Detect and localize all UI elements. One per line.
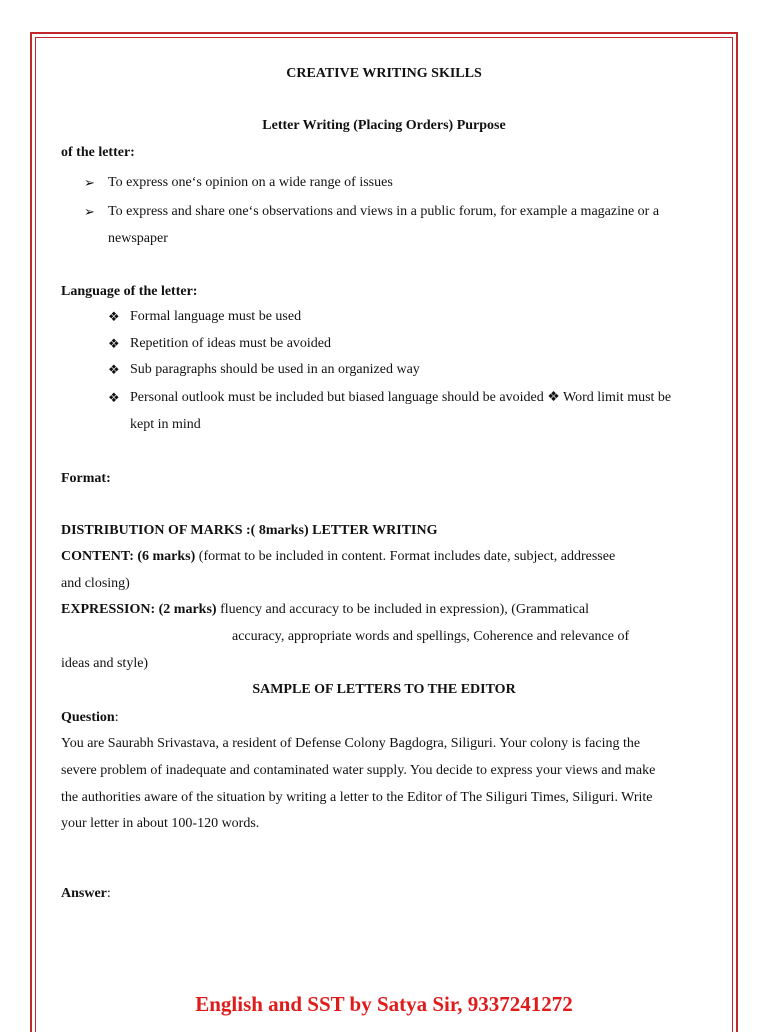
question-text-3: the authorities aware of the situation by writing a letter to the Editor of The Siliguri Times, Siliguri. Write xyxy=(61,790,653,805)
sample-heading: SAMPLE OF LETTERS TO THE EDITOR xyxy=(252,682,516,697)
content-text-cont: and closing) xyxy=(61,576,130,591)
language-bullet-3: Sub paragraphs should be used in an organized way xyxy=(130,362,420,377)
language-bullet-4-cont: kept in mind xyxy=(130,417,201,432)
diamond-bullet-icon: ❖ xyxy=(108,390,120,405)
expression-marks-line xyxy=(61,601,589,619)
footer-credit: English and SST by Satya Sir, 9337241272 xyxy=(195,992,573,1016)
answer-line: Answer: xyxy=(61,886,111,901)
answer-label: Answer xyxy=(61,886,107,901)
expression-text-cont-2: ideas and style) xyxy=(61,656,149,671)
question-text-1: You are Saurabh Srivastava, a resident of Defense Colony Bagdogra, Siliguri. Your colony is facing the xyxy=(61,736,641,751)
diamond-bullet-icon: ❖ xyxy=(108,336,120,351)
question-label: Question xyxy=(61,710,115,725)
question-line: Question: xyxy=(61,710,119,725)
distribution-heading: DISTRIBUTION OF MARKS :( 8marks) LETTER WRITING xyxy=(61,523,438,538)
question-text-2: severe problem of inadequate and contaminated water supply. You decide to express your views and make xyxy=(61,763,656,778)
language-bullet-4: Personal outlook must be included but biased language should be avoided ❖ Word limit must be xyxy=(130,390,672,405)
diamond-bullet-icon: ❖ xyxy=(108,309,120,324)
purpose-bullet-2: To express and share one‘s observations and views in a public forum, for example a magazine or a xyxy=(108,204,660,219)
content-label: CONTENT: (6 marks) xyxy=(61,549,196,564)
question-text-4: your letter in about 100-120 words. xyxy=(61,816,260,831)
document-subtitle: Letter Writing (Placing Orders) Purpose xyxy=(262,118,506,133)
format-heading: Format: xyxy=(61,471,111,486)
language-bullet-1: Formal language must be used xyxy=(130,309,302,324)
arrow-bullet-icon: ➢ xyxy=(84,175,95,190)
expression-text-cont: accuracy, appropriate words and spellings, Coherence and relevance of xyxy=(232,629,630,644)
purpose-bullet-1: To express one‘s opinion on a wide range of issues xyxy=(108,175,393,190)
expression-label: EXPRESSION: (2 marks) xyxy=(61,602,217,617)
language-heading: Language of the letter: xyxy=(61,284,198,299)
content-marks-line xyxy=(61,548,615,566)
document-title: CREATIVE WRITING SKILLS xyxy=(286,66,482,81)
arrow-bullet-icon: ➢ xyxy=(84,204,95,219)
language-bullet-2: Repetition of ideas must be avoided xyxy=(130,336,332,351)
diamond-bullet-icon: ❖ xyxy=(108,362,120,377)
purpose-bullet-2-cont: newspaper xyxy=(108,231,168,246)
purpose-heading: of the letter: xyxy=(61,145,135,160)
expression-text: fluency and accuracy to be included in expression), (Grammatical xyxy=(220,602,589,617)
content-text: (format to be included in content. Format includes date, subject, addressee xyxy=(198,549,616,564)
